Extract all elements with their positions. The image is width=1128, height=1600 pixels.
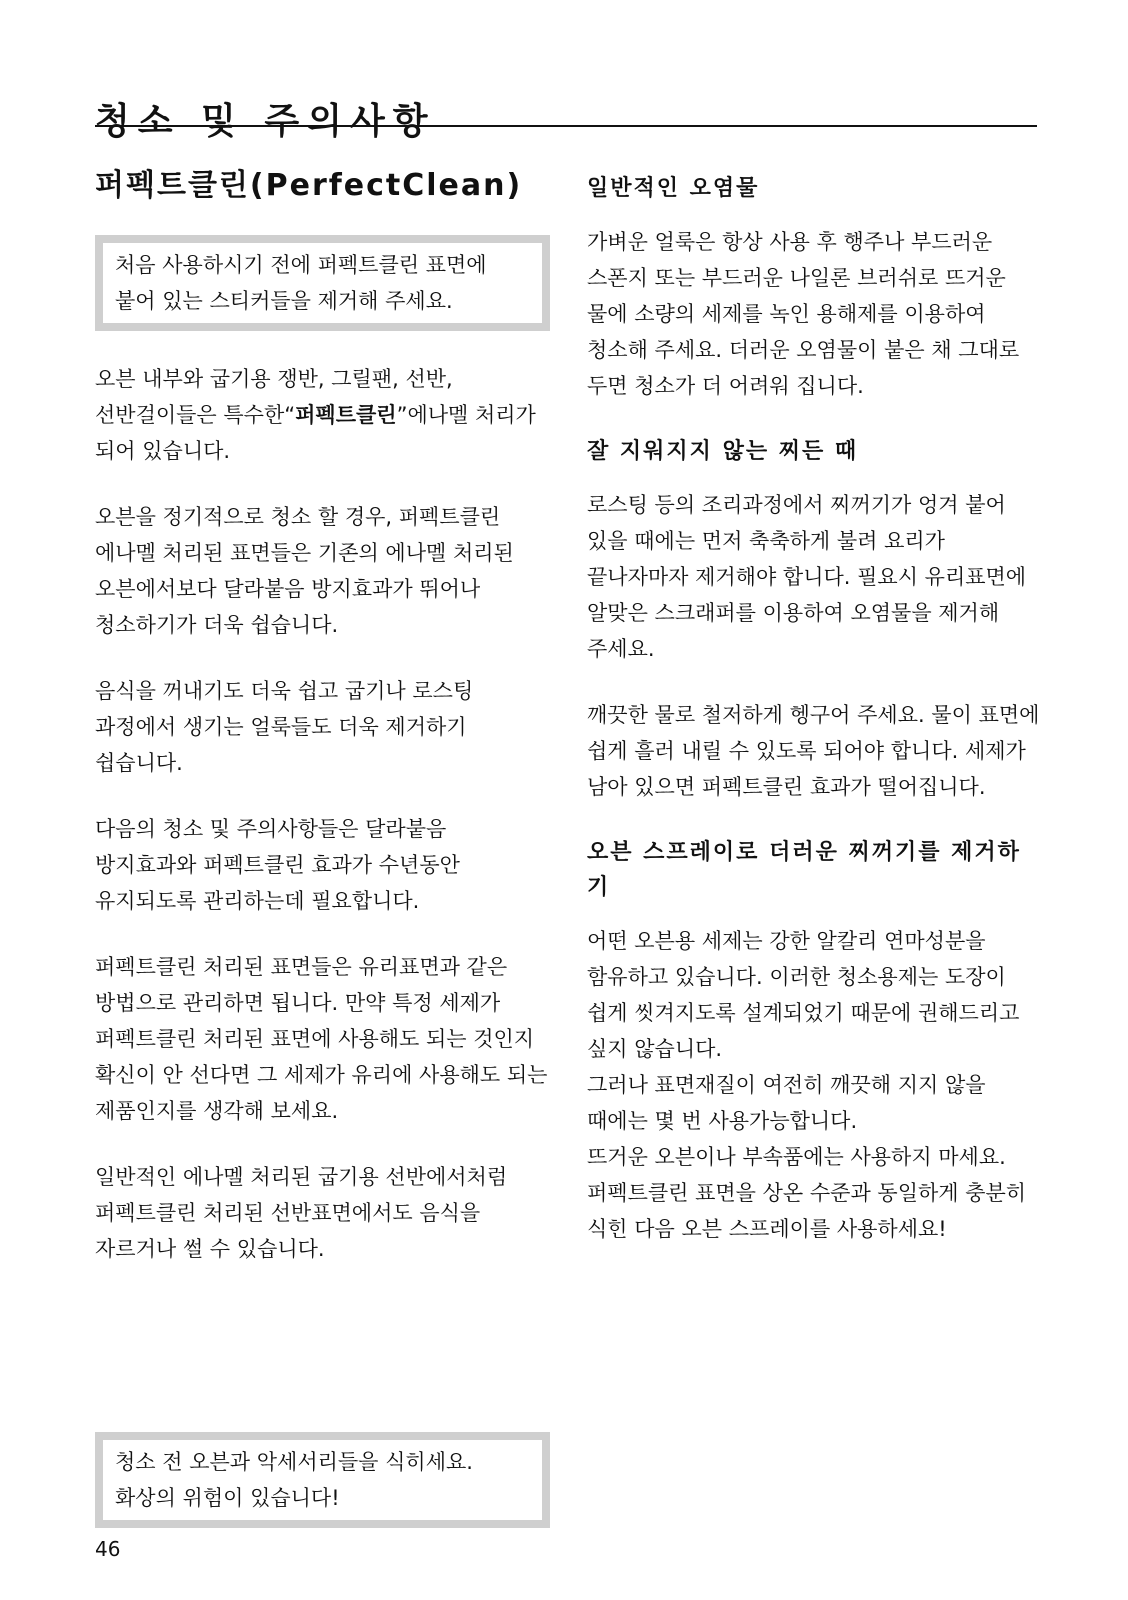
paragraph-enamel-intro-after: ”에나멜 처리가 되어 있습니다. <box>95 403 536 463</box>
notice-text-top: 처음 사용하시기 전에 퍼펙트클린 표면에 붙어 있는 스티커들을 제거해 주세요. <box>103 243 542 323</box>
right-column <box>587 165 1042 1247</box>
paragraph-food-removal: 음식을 꺼내기도 더욱 쉽고 굽기나 로스팅 과정에서 생기는 얼룩들도 더욱 제거하기 쉽습니다. <box>95 679 474 775</box>
page-title: 청소 및 주의사항 <box>95 101 436 143</box>
paragraph-maintenance: 다음의 청소 및 주의사항들은 달라붙음 방지효과와 퍼펙트클린 효과가 수년동안 유지되도록 관리하는데 필요합니다. <box>95 817 460 913</box>
notice-text-bottom: 청소 전 오븐과 악세서리들을 식히세요. 화상의 위험이 있습니다! <box>103 1440 542 1520</box>
paragraph-oven-spray-3: 뜨거운 오븐이나 부속품에는 사용하지 마세요. <box>587 1145 1006 1169</box>
paragraph-regular-cleaning: 오븐을 정기적으로 청소 할 경우, 퍼펙트클린 에나멜 처리된 표면들은 기존의 에나멜 처리된 오븐에서보다 달라붙음 방지효과가 뛰어나 청소하기가 더욱 쉽습니다. <box>95 505 514 637</box>
paragraph-oven-spray-2: 그러나 표면재질이 여전히 깨끗해 지지 않을 때에는 몇 번 사용가능합니다. <box>587 1073 986 1133</box>
page-number: 46 <box>95 1537 121 1561</box>
title-divider <box>95 125 1037 127</box>
subhead-general-dirt: 일반적인 오염물 <box>587 176 760 201</box>
paragraph-stubborn-dirt-2: 깨끗한 물로 철저하게 헹구어 주세요. 물이 표면에 쉽게 흘러 내릴 수 있도록 되어야 합니다. 세제가 남아 있으면 퍼펙트클린 효과가 떨어집니다. <box>587 703 1040 799</box>
paragraph-oven-spray-1: 어떤 오븐용 세제는 강한 알칼리 연마성분을 함유하고 있습니다. 이러한 청소용제는 도장이 쉽게 씻겨지도록 설계되었기 때문에 권해드리고 싶지 않습니다. <box>587 929 1020 1061</box>
subhead-stubborn-dirt: 잘 지워지지 않는 찌든 때 <box>587 439 859 464</box>
paragraph-glass-care: 퍼펙트클린 처리된 표면들은 유리표면과 같은 방법으로 관리하면 됩니다. 만약 특정 세제가 퍼펙트클린 처리된 표면에 사용해도 되는 것인지 확신이 안 선다면 그 세제가 유리에 사용해도 되는 제품인지를 생각해 보세요. <box>95 955 548 1123</box>
perfectclean-emphasis: 퍼펙트클린 <box>295 403 397 427</box>
notice-box-bottom <box>95 1432 550 1528</box>
section-title: 퍼펙트클린(PerfectClean) <box>95 168 523 203</box>
notice-box-top <box>95 235 550 331</box>
paragraph-enamel-intro-before: 오븐 내부와 굽기용 쟁반, 그릴팬, 선반, 선반걸이들은 특수한“ <box>95 367 453 427</box>
paragraph-oven-spray-4: 퍼펙트클린 표면을 상온 수준과 동일하게 충분히 식힌 다음 오븐 스프레이를 사용하세요! <box>587 1181 1027 1241</box>
paragraph-enamel-intro <box>95 361 550 469</box>
paragraph-stubborn-dirt-1: 로스팅 등의 조리과정에서 찌꺼기가 엉겨 붙어 있을 때에는 먼저 축축하게 불려 요리가 끝나자마자 제거해야 합니다. 필요시 유리표면에 알맞은 스크래퍼를 이용하여 오염물을 제거해 주세요. <box>587 493 1027 661</box>
subhead-oven-spray: 오븐 스프레이로 더러운 찌꺼기를 제거하기 <box>587 840 1021 900</box>
left-column <box>95 165 550 1267</box>
paragraph-general-dirt: 가벼운 얼룩은 항상 사용 후 행주나 부드러운 스폰지 또는 부드러운 나일론 브러쉬로 뜨거운 물에 소량의 세제를 녹인 용해제를 이용하여 청소해 주세요. 더러운 오염물이 붙은 채 그대로 두면 청소가 더 어려워 집니다. <box>587 230 1020 398</box>
paragraph-cutting: 일반적인 에나멜 처리된 굽기용 선반에서처럼 퍼펙트클린 처리된 선반표면에서도 음식을 자르거나 썰 수 있습니다. <box>95 1165 508 1261</box>
